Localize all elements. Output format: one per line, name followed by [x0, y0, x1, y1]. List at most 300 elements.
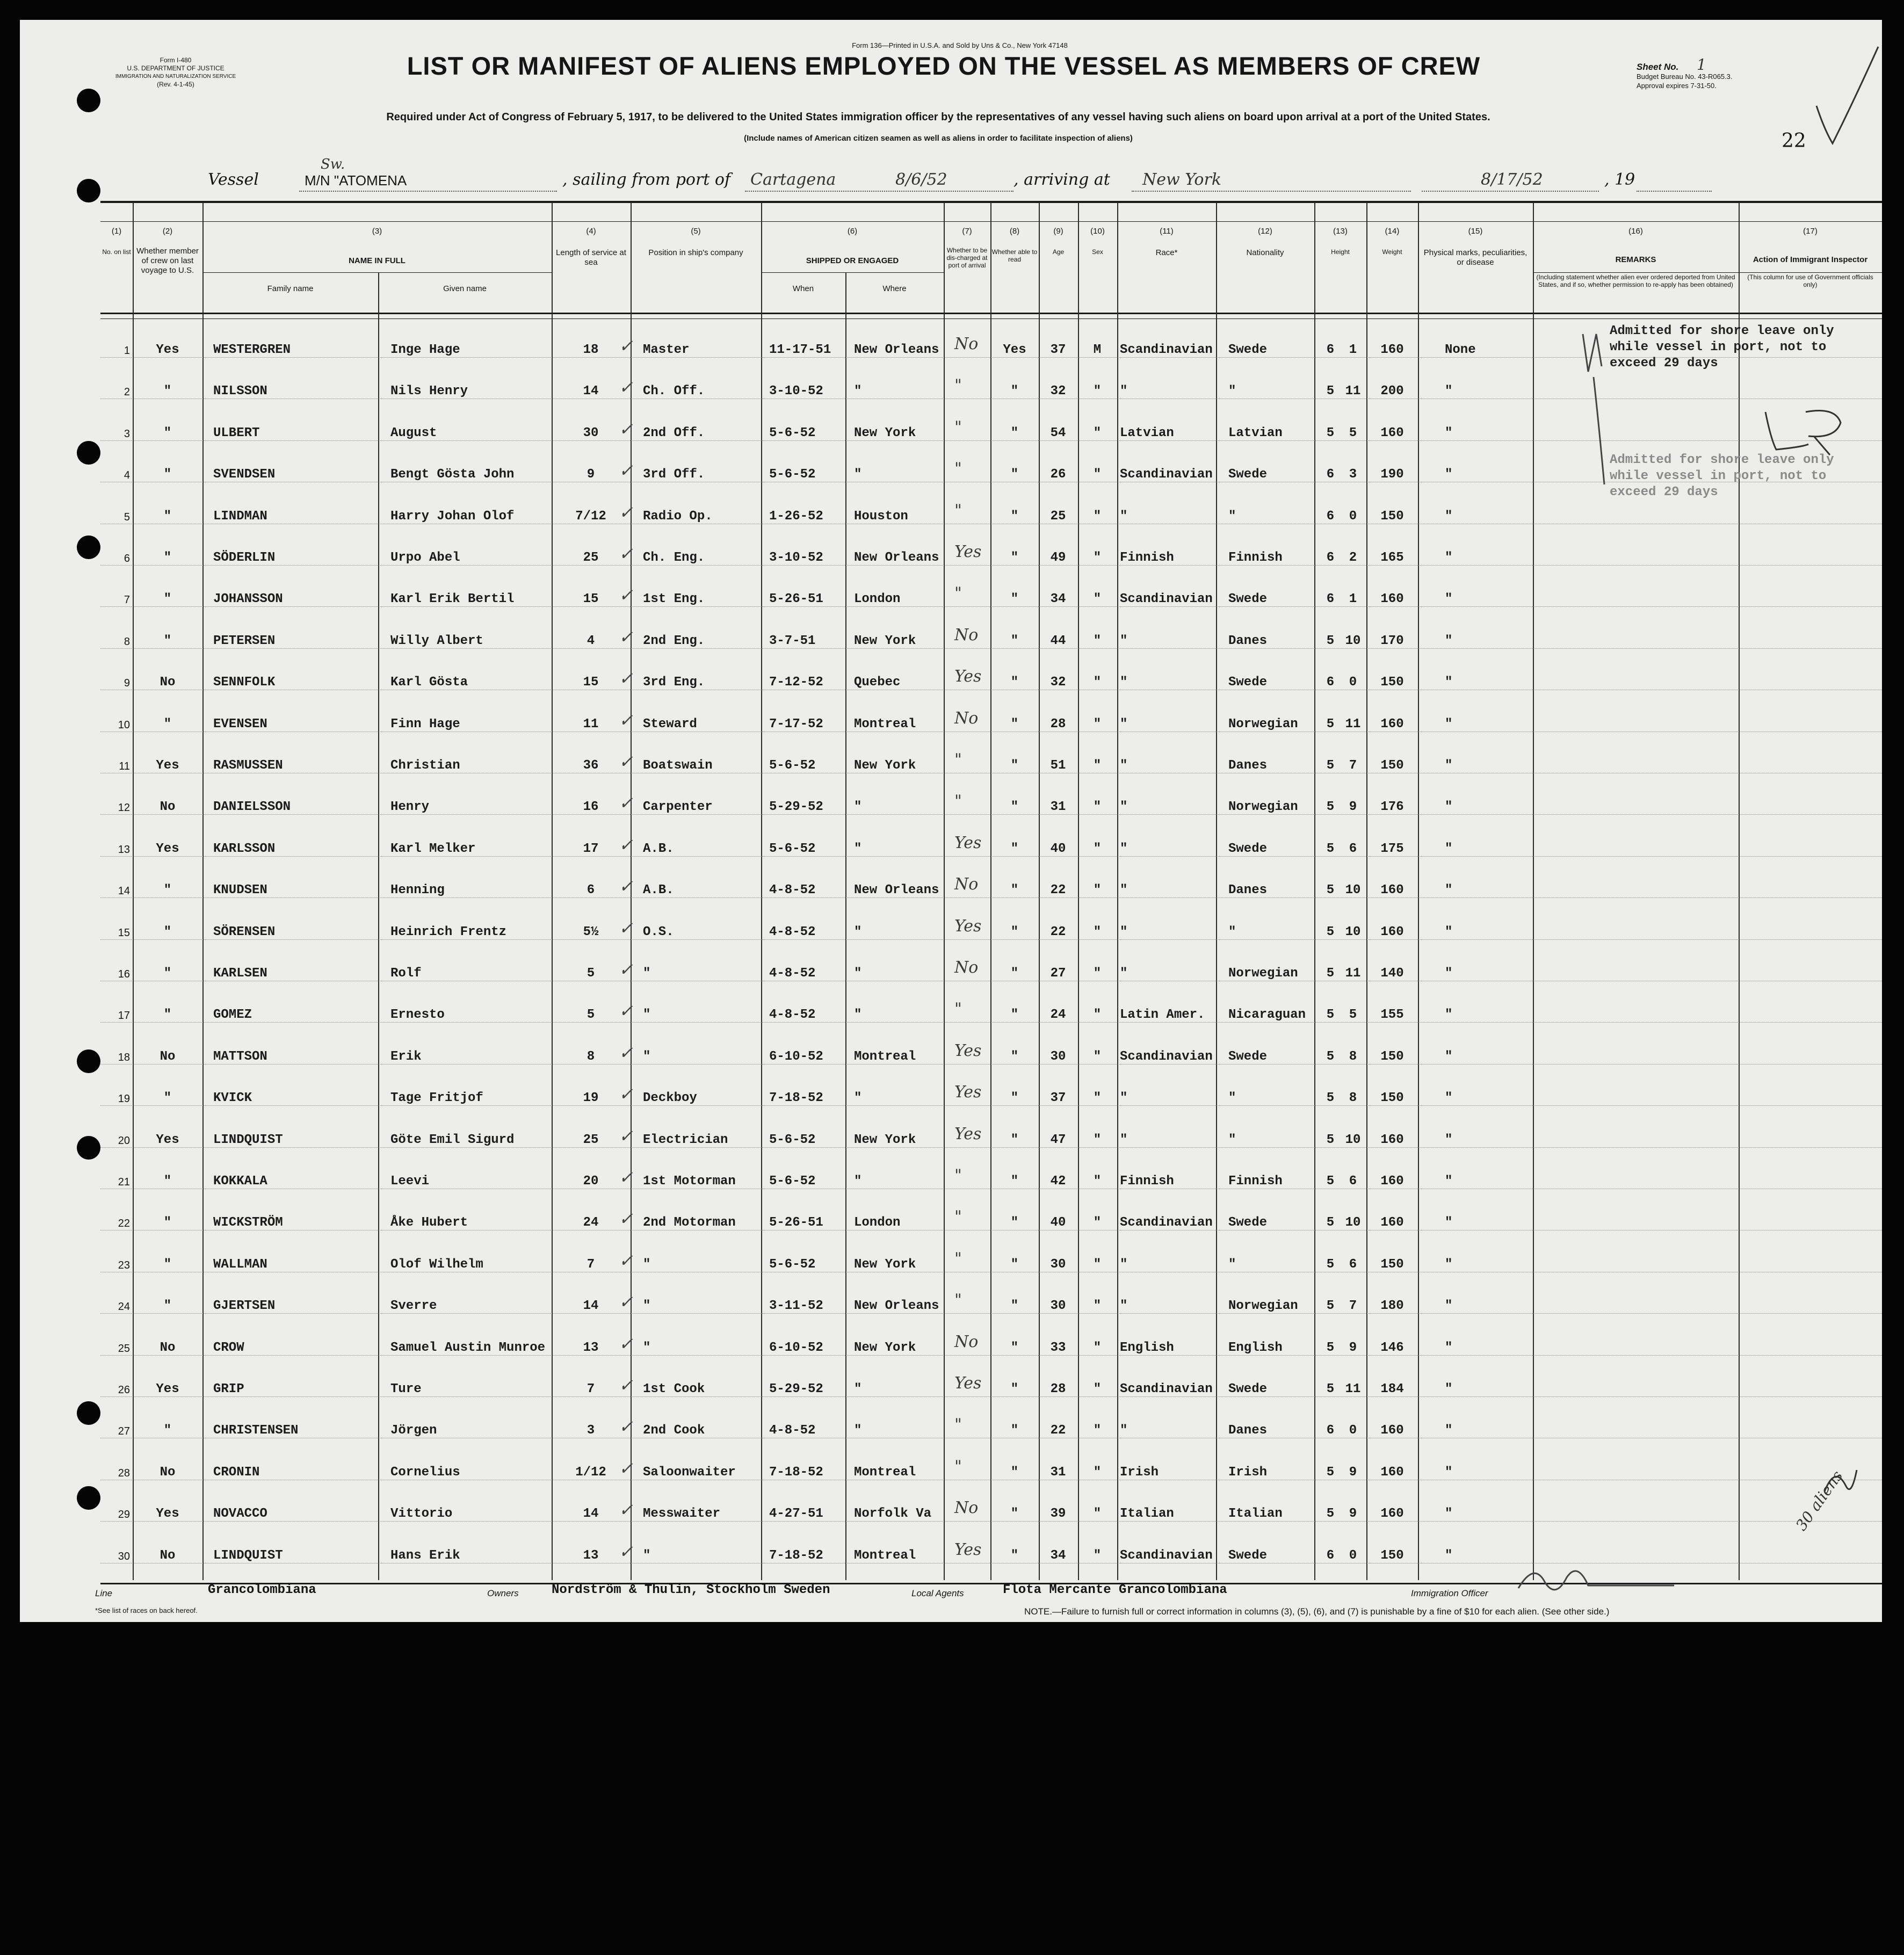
table-row [20, 694, 1882, 735]
cell-family: DANIELSSON [213, 800, 291, 815]
cell-age: 34 [1050, 592, 1066, 607]
cell-marks: " [1445, 1340, 1453, 1355]
cell-in: 10 [1345, 924, 1361, 939]
cell-race: " [1120, 1299, 1128, 1314]
cell-position: Master [643, 343, 690, 357]
column-subnote: (Including statement whether alien ever ordered deported from United States, and if so, whether permission to re-apply has been obtained) [1536, 273, 1735, 288]
cell-sex: " [1093, 551, 1102, 565]
row-number: 11 [119, 761, 130, 772]
column-number: (12) [1258, 227, 1272, 236]
cell-where: New Orleans [854, 883, 939, 898]
cell-nat: Danes [1228, 1423, 1268, 1438]
table-row [20, 1234, 1882, 1276]
cell-sex: " [1093, 1465, 1102, 1480]
cell-disch: " [954, 501, 962, 520]
cell-when: 5-29-52 [769, 1382, 823, 1396]
cell-when: 3-7-51 [769, 633, 816, 648]
cell-sex: " [1093, 883, 1102, 898]
department: U.S. DEPARTMENT OF JUSTICE [127, 64, 225, 72]
column-heading: NAME IN FULL [349, 256, 406, 265]
cell-position: Carpenter [643, 800, 713, 815]
column-number: (17) [1803, 227, 1818, 236]
cell-in: 2 [1349, 551, 1357, 565]
cell-sex: " [1093, 1340, 1102, 1355]
cell-in: 8 [1349, 1049, 1357, 1064]
cell-when: 3-10-52 [769, 551, 823, 565]
row-number: 13 [118, 843, 130, 856]
cell-service: 6 [587, 883, 595, 898]
cell-in: 1 [1349, 343, 1357, 357]
row-number: 23 [118, 1259, 130, 1271]
cell-nat: Nicaraguan [1228, 1008, 1306, 1023]
row-number: 8 [124, 635, 130, 648]
cell-where: New York [854, 758, 916, 773]
cell-position: 2nd Cook [643, 1423, 705, 1438]
check-mark-icon: ✓ [619, 585, 633, 606]
cell-sex: " [1093, 384, 1102, 399]
cell-read: " [1010, 1257, 1019, 1272]
cell-race: " [1120, 633, 1128, 648]
cell-when: 5-6-52 [769, 758, 816, 773]
check-mark-icon [1811, 41, 1881, 149]
check-mark-icon: ✓ [619, 502, 633, 523]
row-number: 1 [124, 345, 130, 357]
column-number: (8) [1009, 227, 1020, 236]
table-row [20, 569, 1882, 610]
cell-last: No [160, 1049, 176, 1064]
cell-ft: 5 [1326, 1215, 1335, 1230]
cell-ft: 6 [1326, 592, 1335, 607]
table-row [20, 1400, 1882, 1442]
check-mark-icon: ✓ [619, 1250, 633, 1271]
check-mark-icon: ✓ [619, 1416, 633, 1437]
cell-weight: 184 [1380, 1382, 1404, 1396]
row-number: 24 [118, 1301, 130, 1313]
cell-given: Olof Wilhelm [390, 1257, 483, 1272]
column-subheading: Where [882, 284, 907, 293]
cell-race: " [1120, 841, 1128, 856]
cell-weight: 160 [1380, 716, 1404, 732]
cell-nat: " [1228, 384, 1236, 399]
cell-race: " [1120, 758, 1128, 773]
cell-where: Montreal [854, 1465, 916, 1480]
cell-when: 5-6-52 [769, 1257, 816, 1272]
cell-disch: No [954, 958, 979, 977]
cell-given: Samuel Austin Munroe [390, 1340, 546, 1355]
cell-ft: 5 [1326, 924, 1335, 939]
check-mark-icon: ✓ [619, 1458, 633, 1479]
cell-disch: " [954, 584, 962, 603]
table-row [20, 652, 1882, 693]
cell-given: Ernesto [390, 1008, 445, 1023]
cell-where: New York [854, 633, 916, 648]
remark-line: Admitted for shore leave only [1610, 324, 1834, 338]
cell-weight: 160 [1380, 1423, 1404, 1438]
cell-sex: " [1093, 841, 1102, 856]
cell-ft: 5 [1326, 1507, 1335, 1522]
cell-when: 3-10-52 [769, 384, 823, 399]
cell-last: No [160, 1465, 176, 1480]
column-heading: Sex [1092, 248, 1103, 256]
cell-position: Saloonwaiter [643, 1465, 736, 1480]
cell-read: " [1010, 1423, 1019, 1438]
row-number: 29 [118, 1509, 130, 1521]
cell-given: Willy Albert [390, 633, 483, 648]
cell-disch: No [954, 335, 979, 353]
cell-where: " [854, 800, 862, 815]
printer-line: Form 136—Printed in U.S.A. and Sold by Uns & Co., New York 47148 [852, 41, 1068, 49]
cell-last: " [163, 509, 172, 524]
cell-where: " [854, 1423, 862, 1438]
cell-weight: 160 [1380, 1215, 1404, 1230]
check-mark-icon: ✓ [619, 1500, 633, 1520]
cell-disch: " [954, 376, 962, 395]
cell-nat: Danes [1228, 883, 1268, 898]
cell-family: CRONIN [213, 1465, 260, 1480]
cell-where: " [854, 841, 862, 856]
table-row [20, 1359, 1882, 1400]
cell-family: LINDQUIST [213, 1132, 283, 1147]
row-number: 3 [124, 428, 130, 440]
cell-race: Latvian [1120, 425, 1174, 440]
cell-where: Norfolk Va [854, 1507, 932, 1522]
cell-position: Deckboy [643, 1091, 697, 1106]
cell-disch: " [954, 1291, 962, 1310]
cell-read: " [1010, 1299, 1019, 1314]
cell-service: 15 [583, 675, 599, 690]
cell-sex: " [1093, 1049, 1102, 1064]
row-number: 25 [118, 1342, 130, 1355]
cell-nat: Latvian [1228, 425, 1283, 440]
cell-when: 5-6-52 [769, 425, 816, 440]
cell-in: 10 [1345, 1132, 1361, 1147]
cell-weight: 160 [1380, 1132, 1404, 1147]
remark-line: while vessel in port, not to [1610, 340, 1827, 354]
row-number: 9 [124, 677, 130, 690]
column-subnote: (This column for use of Government officials only) [1747, 273, 1873, 288]
cell-last: " [163, 384, 172, 399]
table-row [20, 860, 1882, 901]
inspector-initials-icon [1755, 401, 1862, 460]
cell-last: " [163, 1423, 172, 1438]
cell-where: " [854, 1174, 862, 1189]
cell-marks: " [1445, 800, 1453, 815]
cell-ft: 5 [1326, 633, 1335, 648]
column-number: (15) [1468, 227, 1483, 236]
cell-in: 11 [1345, 966, 1361, 981]
column-subheading: When [792, 284, 814, 293]
cell-weight: 175 [1380, 841, 1404, 856]
check-mark-icon: ✓ [619, 418, 633, 439]
cell-in: 6 [1349, 1174, 1357, 1189]
cell-given: Karl Erik Bertil [390, 592, 515, 607]
check-mark-icon: ✓ [619, 460, 633, 481]
column-heading: Nationality [1246, 248, 1284, 257]
cell-race: Scandinavian [1120, 467, 1213, 482]
cell-weight: 150 [1380, 1257, 1404, 1272]
cell-nat: Finnish [1228, 1174, 1283, 1189]
cell-weight: 140 [1380, 966, 1404, 981]
cell-when: 6-10-52 [769, 1049, 823, 1064]
column-subheading: Family name [267, 284, 314, 293]
column-heading: REMARKS [1615, 255, 1656, 264]
cell-sex: " [1093, 1257, 1102, 1272]
cell-position: " [643, 1340, 651, 1355]
check-mark-icon: ✓ [619, 1333, 633, 1354]
cell-sex: " [1093, 1174, 1102, 1189]
cell-disch: Yes [954, 833, 982, 852]
table-row [20, 611, 1882, 652]
cell-sex: " [1093, 924, 1102, 939]
cell-service: 5 [587, 1008, 595, 1023]
cell-family: KNUDSEN [213, 883, 267, 898]
cell-ft: 5 [1326, 384, 1335, 399]
cell-age: 51 [1050, 758, 1066, 773]
cell-given: Henry [390, 800, 430, 815]
cell-race: " [1120, 800, 1128, 815]
cell-race: Scandinavian [1120, 1215, 1213, 1230]
cell-last: Yes [156, 1507, 179, 1522]
cell-sex: " [1093, 1507, 1102, 1522]
table-row [20, 1110, 1882, 1151]
table-row [20, 1026, 1882, 1068]
cell-nat: Swede [1228, 343, 1268, 357]
cell-race: " [1120, 883, 1128, 898]
sheet-label: Sheet No. [1637, 62, 1679, 72]
cell-given: Tage Fritjof [390, 1091, 483, 1106]
cell-family: LINDMAN [213, 509, 267, 524]
cell-race: " [1120, 1257, 1128, 1272]
column-number: (11) [1160, 227, 1174, 236]
cell-age: 47 [1050, 1132, 1066, 1147]
cell-where: New York [854, 1132, 916, 1147]
row-number: 16 [118, 968, 130, 980]
column-number: (6) [847, 227, 858, 236]
cell-position: " [643, 1257, 651, 1272]
row-number: 17 [118, 1010, 130, 1022]
cell-read: " [1010, 1174, 1019, 1189]
cell-position: " [643, 1049, 651, 1064]
cell-last: Yes [156, 758, 179, 773]
column-number: (10) [1090, 227, 1105, 236]
cell-family: LINDQUIST [213, 1548, 283, 1563]
cell-service: 16 [583, 800, 599, 815]
cell-weight: 150 [1380, 675, 1404, 690]
cell-marks: " [1445, 633, 1453, 648]
cell-disch: " [954, 459, 962, 479]
column-heading: Position in ship's company [648, 248, 743, 257]
cell-disch: Yes [954, 1041, 982, 1060]
cell-nat: " [1228, 924, 1236, 939]
cell-given: Jörgen [390, 1423, 437, 1438]
check-mark-icon: ✓ [619, 668, 633, 689]
column-number: (5) [691, 227, 701, 236]
cell-marks: " [1445, 509, 1453, 524]
cell-disch: " [954, 1249, 962, 1268]
cell-last: " [163, 1299, 172, 1314]
cell-in: 11 [1345, 1382, 1361, 1396]
arrival-date: 8/17/52 [1481, 170, 1543, 189]
cell-marks: " [1445, 1174, 1453, 1189]
check-mark-icon: ✓ [619, 1125, 633, 1146]
cell-sex: " [1093, 509, 1102, 524]
table-row [20, 777, 1882, 818]
remark-line: exceed 29 days [1610, 485, 1718, 499]
cell-marks: " [1445, 716, 1453, 732]
row-number: 22 [118, 1218, 130, 1230]
table-row [20, 1276, 1882, 1317]
budget-bureau: Budget Bureau No. 43-R065.3. [1637, 73, 1733, 81]
cell-marks: " [1445, 883, 1453, 898]
cell-given: Rolf [390, 966, 422, 981]
page-subtitle: Required under Act of Congress of February 5, 1917, to be delivered to the United States immigration officer by the representatives of any vessel having such aliens on board upon arrival at a port of the United States. [386, 111, 1490, 123]
cell-family: CHRISTENSEN [213, 1423, 299, 1438]
cell-given: Bengt Gösta John [390, 467, 515, 482]
cell-marks: " [1445, 1507, 1453, 1522]
cell-in: 9 [1349, 1340, 1357, 1355]
check-mark-icon: ✓ [619, 377, 633, 398]
cell-in: 1 [1349, 592, 1357, 607]
cell-age: 27 [1050, 966, 1066, 981]
cell-marks: " [1445, 384, 1453, 399]
cell-nat: Irish [1228, 1465, 1268, 1480]
cell-position: Ch. Off. [643, 384, 705, 399]
cell-when: 4-27-51 [769, 1507, 823, 1522]
cell-race: Finnish [1120, 1174, 1174, 1189]
cell-in: 0 [1349, 675, 1357, 690]
cell-family: WALLMAN [213, 1257, 267, 1272]
cell-weight: 150 [1380, 758, 1404, 773]
punch-hole [77, 179, 100, 202]
row-number: 30 [118, 1550, 130, 1562]
cell-when: 1-26-52 [769, 509, 823, 524]
cell-ft: 5 [1326, 966, 1335, 981]
cell-service: 7 [587, 1382, 595, 1396]
cell-age: 40 [1050, 841, 1066, 856]
inspector-mark-icon [1819, 1459, 1862, 1508]
cell-nat: Swede [1228, 592, 1268, 607]
cell-age: 37 [1050, 1091, 1066, 1106]
cell-weight: 160 [1380, 883, 1404, 898]
cell-family: EVENSEN [213, 716, 267, 732]
handwritten-remark-mark-icon [1572, 329, 1620, 490]
cell-last: Yes [156, 343, 179, 357]
check-mark-icon: ✓ [619, 1167, 633, 1188]
cell-position: Radio Op. [643, 509, 713, 524]
cell-position: " [643, 1008, 651, 1023]
cell-last: No [160, 1548, 176, 1563]
row-number: 7 [124, 594, 130, 606]
cell-read: " [1010, 1008, 1019, 1023]
cell-in: 10 [1345, 633, 1361, 648]
cell-in: 6 [1349, 1257, 1357, 1272]
cell-service: 13 [583, 1340, 599, 1355]
cell-where: Quebec [854, 675, 901, 690]
cell-weight: 170 [1380, 633, 1404, 648]
aliens-count-note: 30 aliens [1792, 1467, 1847, 1534]
cell-last: " [163, 924, 172, 939]
cell-nat: Norwegian [1228, 966, 1298, 981]
cell-given: Ture [390, 1382, 422, 1396]
cell-age: 54 [1050, 425, 1066, 440]
cell-last: " [163, 1215, 172, 1230]
cell-age: 32 [1050, 675, 1066, 690]
cell-family: SÖDERLIN [213, 551, 276, 565]
cell-race: " [1120, 1091, 1128, 1106]
cell-race: Scandinavian [1120, 1548, 1213, 1563]
cell-position: 1st Motorman [643, 1174, 736, 1189]
cell-marks: " [1445, 675, 1453, 690]
table-row [20, 735, 1882, 777]
cell-where: London [854, 592, 901, 607]
cell-where: " [854, 1008, 862, 1023]
line-label: Line [95, 1588, 113, 1598]
check-mark-icon: ✓ [619, 626, 633, 647]
cell-age: 42 [1050, 1174, 1066, 1189]
cell-where: " [854, 966, 862, 981]
cell-ft: 6 [1326, 1548, 1335, 1563]
cell-in: 9 [1349, 1465, 1357, 1480]
cell-nat: Swede [1228, 1382, 1268, 1396]
cell-last: " [163, 716, 172, 732]
cell-sex: " [1093, 1299, 1102, 1314]
row-number: 28 [118, 1467, 130, 1479]
cell-when: 5-6-52 [769, 841, 816, 856]
cell-read: " [1010, 966, 1019, 981]
cell-nat: Norwegian [1228, 716, 1298, 732]
cell-last: " [163, 1257, 172, 1272]
column-subheading: Given name [443, 284, 487, 293]
check-mark-icon: ✓ [619, 793, 633, 814]
cell-age: 31 [1050, 800, 1066, 815]
cell-read: " [1010, 592, 1019, 607]
row-number: 14 [118, 885, 130, 897]
cell-ft: 5 [1326, 1382, 1335, 1396]
cell-last: " [163, 592, 172, 607]
row-number: 2 [124, 386, 130, 399]
cell-weight: 200 [1380, 384, 1404, 399]
sailing-label: , sailing from port of [562, 170, 731, 189]
row-number: 21 [118, 1176, 130, 1188]
cell-given: Erik [390, 1049, 422, 1064]
cell-in: 11 [1345, 384, 1361, 399]
cell-ft: 5 [1326, 1174, 1335, 1189]
cell-ft: 6 [1326, 343, 1335, 357]
cell-disch: " [954, 1457, 962, 1476]
table-row [20, 1525, 1882, 1567]
cell-ft: 5 [1326, 1465, 1335, 1480]
table-row [20, 1151, 1882, 1192]
cell-given: Finn Hage [390, 716, 460, 732]
cell-service: 7 [587, 1257, 595, 1272]
cell-age: 44 [1050, 633, 1066, 648]
cell-when: 7-18-52 [769, 1465, 823, 1480]
cell-disch: " [954, 1000, 962, 1019]
cell-weight: 160 [1380, 1174, 1404, 1189]
cell-in: 3 [1349, 467, 1357, 482]
column-number: (14) [1385, 227, 1400, 236]
cell-where: " [854, 924, 862, 939]
cell-when: 6-10-52 [769, 1340, 823, 1355]
cell-ft: 5 [1326, 1008, 1335, 1023]
cell-nat: " [1228, 1091, 1236, 1106]
cell-weight: 180 [1380, 1299, 1404, 1314]
owners-label: Owners [487, 1588, 519, 1598]
cell-age: 22 [1050, 924, 1066, 939]
officer-signature-icon [1513, 1561, 1685, 1604]
column-heading: Whether member of crew on last voyage to U.S. [136, 247, 199, 275]
cell-age: 32 [1050, 384, 1066, 399]
